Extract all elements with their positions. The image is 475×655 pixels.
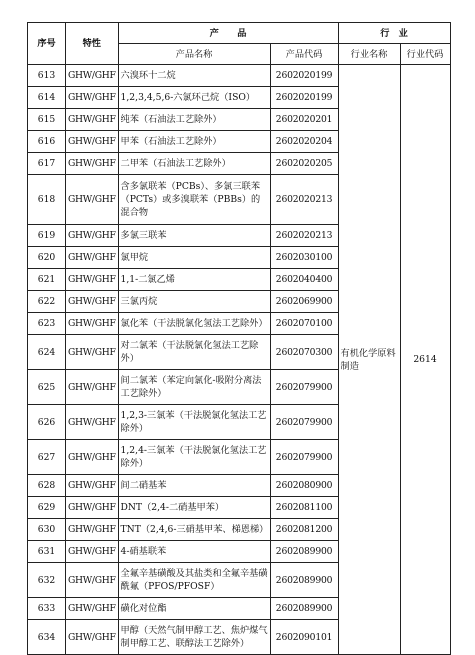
row-product-name: 含多氯联苯（PCBs）、多氯三联苯（PCTs）或多溴联苯（PBBs）的混合物 (118, 175, 270, 225)
table-body (28, 65, 451, 655)
row-property: GHW/GHF (66, 291, 119, 313)
row-product-code: 2602020201 (270, 109, 338, 131)
row-product-name: DNT（2,4-二硝基甲苯） (118, 497, 270, 519)
header-industry-code: 行业代码 (400, 44, 450, 65)
row-product-code: 2602020205 (270, 153, 338, 175)
row-seq: 613 (28, 65, 66, 87)
row-property: GHW/GHF (66, 269, 119, 291)
row-seq: 614 (28, 87, 66, 109)
row-product-code: 2602070300 (270, 335, 338, 370)
row-property: GHW/GHF (66, 87, 119, 109)
row-product-code: 2602089900 (270, 563, 338, 598)
row-property: GHW/GHF (66, 313, 119, 335)
row-product-name: 纯苯（石油法工艺除外） (118, 109, 270, 131)
row-product-name: 氯化苯（干法脱氯化氢法工艺除外） (118, 313, 270, 335)
row-property: GHW/GHF (66, 440, 119, 475)
header-product-name: 产品名称 (118, 44, 270, 65)
row-seq: 630 (28, 519, 66, 541)
row-property: GHW/GHF (66, 598, 119, 620)
header-property: 特性 (66, 23, 119, 65)
row-product-name: 1,2,3,4,5,6-六氯环己烷（ISO） (118, 87, 270, 109)
table-row (28, 65, 451, 87)
header-product-code: 产品代码 (270, 44, 338, 65)
row-product-name: 多氯三联苯 (118, 225, 270, 247)
row-product-code: 2602081100 (270, 497, 338, 519)
row-product-code: 2602020213 (270, 225, 338, 247)
row-product-name: 全氟辛基磺酸及其盐类和全氟辛基磺酰氟（PFOS/PFOSF） (118, 563, 270, 598)
industry-code: 2614 (400, 65, 450, 655)
row-product-name: 氯甲烷 (118, 247, 270, 269)
row-seq: 626 (28, 405, 66, 440)
header-product: 产 品 (118, 23, 338, 44)
row-seq: 628 (28, 475, 66, 497)
row-product-name: 六溴环十二烷 (118, 65, 270, 87)
row-property: GHW/GHF (66, 335, 119, 370)
row-property: GHW/GHF (66, 497, 119, 519)
row-product-code: 2602079900 (270, 370, 338, 405)
row-product-code: 2602030100 (270, 247, 338, 269)
row-property: GHW/GHF (66, 225, 119, 247)
row-product-name: 磺化对位酯 (118, 598, 270, 620)
row-seq: 629 (28, 497, 66, 519)
header-industry-name: 行业名称 (338, 44, 400, 65)
row-seq: 622 (28, 291, 66, 313)
row-property: GHW/GHF (66, 109, 119, 131)
row-seq: 619 (28, 225, 66, 247)
row-product-name: 甲苯（石油法工艺除外） (118, 131, 270, 153)
row-product-code: 2602079900 (270, 405, 338, 440)
row-seq: 623 (28, 313, 66, 335)
row-product-name: 4-硝基联苯 (118, 541, 270, 563)
row-property: GHW/GHF (66, 519, 119, 541)
row-product-code: 2602069900 (270, 291, 338, 313)
row-product-code: 2602079900 (270, 440, 338, 475)
industry-name: 有机化学原料制造 (338, 65, 400, 655)
row-property: GHW/GHF (66, 131, 119, 153)
row-product-name: 间二氯苯（苯定向氯化-吸附分离法工艺除外） (118, 370, 270, 405)
row-seq: 621 (28, 269, 66, 291)
row-product-name: TNT（2,4,6-三硝基甲苯、梯恩梯） (118, 519, 270, 541)
row-product-code: 2602070100 (270, 313, 338, 335)
row-property: GHW/GHF (66, 405, 119, 440)
row-product-name: 间二硝基苯 (118, 475, 270, 497)
row-property: GHW/GHF (66, 563, 119, 598)
row-seq: 616 (28, 131, 66, 153)
row-product-name: 二甲苯（石油法工艺除外） (118, 153, 270, 175)
row-product-name: 对二氯苯（干法脱氯化氢法工艺除外） (118, 335, 270, 370)
header-industry: 行 业 (338, 23, 450, 44)
row-property: GHW/GHF (66, 65, 119, 87)
row-product-code: 2602081200 (270, 519, 338, 541)
row-product-code: 2602090101 (270, 620, 338, 655)
row-seq: 631 (28, 541, 66, 563)
row-seq: 617 (28, 153, 66, 175)
row-seq: 625 (28, 370, 66, 405)
row-seq: 618 (28, 175, 66, 225)
row-seq: 624 (28, 335, 66, 370)
header-seq: 序号 (28, 23, 66, 65)
row-product-code: 2602080900 (270, 475, 338, 497)
product-table (27, 22, 451, 655)
row-seq: 632 (28, 563, 66, 598)
row-seq: 615 (28, 109, 66, 131)
row-product-code: 2602040400 (270, 269, 338, 291)
row-product-name: 1,2,4-三氯苯（干法脱氯化氢法工艺除外） (118, 440, 270, 475)
row-seq: 620 (28, 247, 66, 269)
row-seq: 634 (28, 620, 66, 655)
row-property: GHW/GHF (66, 475, 119, 497)
row-seq: 627 (28, 440, 66, 475)
row-product-name: 三氯丙烷 (118, 291, 270, 313)
row-seq: 633 (28, 598, 66, 620)
row-product-code: 2602089900 (270, 598, 338, 620)
row-product-code: 2602020199 (270, 65, 338, 87)
row-product-name: 甲醇（天然气制甲醇工艺、焦炉煤气制甲醇工艺、联醇法工艺除外） (118, 620, 270, 655)
row-property: GHW/GHF (66, 175, 119, 225)
row-property: GHW/GHF (66, 247, 119, 269)
row-product-code: 2602020199 (270, 87, 338, 109)
row-product-code: 2602020213 (270, 175, 338, 225)
row-product-name: 1,2,3-三氯苯（干法脱氯化氢法工艺除外） (118, 405, 270, 440)
row-product-code: 2602020204 (270, 131, 338, 153)
row-property: GHW/GHF (66, 370, 119, 405)
row-property: GHW/GHF (66, 620, 119, 655)
row-product-name: 1,1-二氯乙烯 (118, 269, 270, 291)
row-product-code: 2602089900 (270, 541, 338, 563)
row-property: GHW/GHF (66, 541, 119, 563)
row-property: GHW/GHF (66, 153, 119, 175)
